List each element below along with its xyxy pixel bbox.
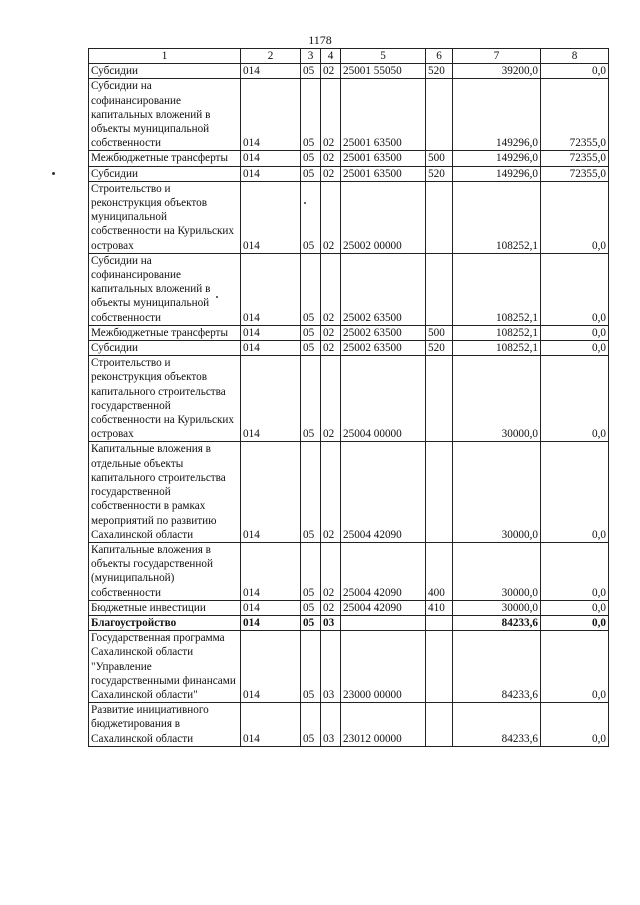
cell-c3: 05	[301, 79, 321, 151]
table-row	[89, 600, 609, 615]
table-row	[89, 79, 609, 151]
cell-c8: 0,0	[541, 631, 609, 703]
header-cell: 2	[241, 49, 301, 64]
cell-c7: 108252,1	[453, 341, 541, 356]
cell-c8: 0,0	[541, 356, 609, 442]
cell-c6: 500	[426, 151, 453, 166]
cell-c6: 520	[426, 341, 453, 356]
row-name-cell: Субсидии	[89, 341, 241, 356]
cell-c7: 149296,0	[453, 166, 541, 181]
table-row	[89, 615, 609, 630]
page-number: 1178	[308, 33, 332, 47]
cell-c4: 02	[321, 542, 341, 600]
cell-c8: 0,0	[541, 703, 609, 747]
cell-c3: 05	[301, 615, 321, 630]
header-cell: 5	[341, 49, 426, 64]
cell-c2: 014	[241, 600, 301, 615]
cell-c3: 05	[301, 542, 321, 600]
cell-c4: 02	[321, 341, 341, 356]
cell-c6	[426, 703, 453, 747]
cell-c8: 0,0	[541, 600, 609, 615]
cell-c2: 014	[241, 166, 301, 181]
cell-c6	[426, 253, 453, 325]
cell-c7: 149296,0	[453, 151, 541, 166]
cell-c8: 72355,0	[541, 166, 609, 181]
cell-c4: 02	[321, 151, 341, 166]
cell-c5: 25002 63500	[341, 341, 426, 356]
row-name-cell: Субсидии на софинансирование капитальных вложений в объекты муниципальной собственности	[89, 79, 241, 151]
scan-speck	[52, 172, 55, 175]
cell-c4: 02	[321, 166, 341, 181]
cell-c2: 014	[241, 181, 301, 253]
header-cell: 6	[426, 49, 453, 64]
row-name-cell: Строительство и реконструкция объектов муниципальной собственности на Курильских островах	[89, 181, 241, 253]
scan-speck	[216, 296, 218, 298]
row-name-cell: Развитие инициативного бюджетирования в Сахалинской области	[89, 703, 241, 747]
cell-c5: 25001 55050	[341, 64, 426, 79]
cell-c7: 108252,1	[453, 325, 541, 340]
cell-c3: 05	[301, 151, 321, 166]
table-row	[89, 703, 609, 747]
cell-c2: 014	[241, 703, 301, 747]
row-name-cell: Межбюджетные трансферты	[89, 151, 241, 166]
cell-c5: 25002 63500	[341, 325, 426, 340]
cell-c8: 72355,0	[541, 79, 609, 151]
cell-c5: 25002 00000	[341, 181, 426, 253]
cell-c7: 108252,1	[453, 253, 541, 325]
cell-c8: 0,0	[541, 542, 609, 600]
cell-c8: 0,0	[541, 64, 609, 79]
cell-c2: 014	[241, 356, 301, 442]
cell-c4: 02	[321, 64, 341, 79]
cell-c4: 02	[321, 600, 341, 615]
cell-c6	[426, 442, 453, 542]
cell-c3: 05	[301, 442, 321, 542]
cell-c3: 05	[301, 64, 321, 79]
cell-c2: 014	[241, 542, 301, 600]
cell-c3: 05	[301, 600, 321, 615]
cell-c6	[426, 631, 453, 703]
scan-speck	[304, 202, 306, 204]
cell-c2: 014	[241, 442, 301, 542]
cell-c3: 05	[301, 166, 321, 181]
cell-c3: 05	[301, 341, 321, 356]
cell-c5: 25001 63500	[341, 79, 426, 151]
cell-c6: 410	[426, 600, 453, 615]
cell-c6: 520	[426, 166, 453, 181]
cell-c3: 05	[301, 253, 321, 325]
cell-c5: 25004 42090	[341, 442, 426, 542]
cell-c7: 30000,0	[453, 356, 541, 442]
cell-c7: 108252,1	[453, 181, 541, 253]
cell-c5: 25002 63500	[341, 253, 426, 325]
cell-c5: 25004 00000	[341, 356, 426, 442]
cell-c7: 30000,0	[453, 442, 541, 542]
cell-c3: 05	[301, 325, 321, 340]
cell-c8: 72355,0	[541, 151, 609, 166]
cell-c5: 25004 42090	[341, 542, 426, 600]
cell-c8: 0,0	[541, 253, 609, 325]
cell-c2: 014	[241, 79, 301, 151]
cell-c6: 400	[426, 542, 453, 600]
row-name-cell: Государственная программа Сахалинской области "Управление государственными финансами Сахалинской области"	[89, 631, 241, 703]
table-row	[89, 64, 609, 79]
cell-c7: 84233,6	[453, 615, 541, 630]
header-cell: 7	[453, 49, 541, 64]
cell-c7: 30000,0	[453, 542, 541, 600]
row-name-cell: Строительство и реконструкция объектов капитального строительства государственной собственности на Курильских островах	[89, 356, 241, 442]
cell-c3: 05	[301, 703, 321, 747]
table-row	[89, 542, 609, 600]
row-name-cell: Капитальные вложения в отдельные объекты капитального строительства государственной собственности в рамках мероприятий по развитию Сахалинской области	[89, 442, 241, 542]
cell-c5: 23012 00000	[341, 703, 426, 747]
cell-c3: 05	[301, 181, 321, 253]
cell-c4: 03	[321, 703, 341, 747]
table-row	[89, 325, 609, 340]
cell-c7: 84233,6	[453, 703, 541, 747]
cell-c3: 05	[301, 356, 321, 442]
cell-c4: 02	[321, 325, 341, 340]
cell-c2: 014	[241, 151, 301, 166]
cell-c6: 520	[426, 64, 453, 79]
row-name-cell: Благоустройство	[89, 615, 241, 630]
cell-c6: 500	[426, 325, 453, 340]
cell-c6	[426, 615, 453, 630]
cell-c8: 0,0	[541, 341, 609, 356]
cell-c4: 02	[321, 79, 341, 151]
cell-c2: 014	[241, 64, 301, 79]
row-name-cell: Субсидии на софинансирование капитальных вложений в объекты муниципальной собственности	[89, 253, 241, 325]
cell-c4: 02	[321, 181, 341, 253]
table-row	[89, 253, 609, 325]
cell-c5: 25004 42090	[341, 600, 426, 615]
table-row	[89, 442, 609, 542]
table-row	[89, 151, 609, 166]
cell-c5: 25001 63500	[341, 166, 426, 181]
cell-c5: 25001 63500	[341, 151, 426, 166]
row-name-cell: Капитальные вложения в объекты государственной (муниципальной) собственности	[89, 542, 241, 600]
budget-table	[88, 48, 609, 747]
table-row	[89, 631, 609, 703]
row-name-cell: Субсидии	[89, 166, 241, 181]
cell-c8: 0,0	[541, 181, 609, 253]
header-cell: 8	[541, 49, 609, 64]
cell-c5: 23000 00000	[341, 631, 426, 703]
cell-c4: 03	[321, 631, 341, 703]
header-cell: 4	[321, 49, 341, 64]
cell-c2: 014	[241, 631, 301, 703]
cell-c7: 149296,0	[453, 79, 541, 151]
cell-c3: 05	[301, 631, 321, 703]
cell-c4: 02	[321, 356, 341, 442]
cell-c8: 0,0	[541, 442, 609, 542]
cell-c8: 0,0	[541, 615, 609, 630]
cell-c4: 03	[321, 615, 341, 630]
table-row	[89, 181, 609, 253]
cell-c7: 30000,0	[453, 600, 541, 615]
cell-c6	[426, 79, 453, 151]
row-name-cell: Субсидии	[89, 64, 241, 79]
header-row	[89, 49, 609, 64]
cell-c8: 0,0	[541, 325, 609, 340]
cell-c2: 014	[241, 253, 301, 325]
cell-c2: 014	[241, 615, 301, 630]
cell-c4: 02	[321, 253, 341, 325]
row-name-cell: Межбюджетные трансферты	[89, 325, 241, 340]
cell-c7: 39200,0	[453, 64, 541, 79]
table-row	[89, 166, 609, 181]
cell-c4: 02	[321, 442, 341, 542]
row-name-cell: Бюджетные инвестиции	[89, 600, 241, 615]
header-cell: 1	[89, 49, 241, 64]
cell-c5	[341, 615, 426, 630]
table-row	[89, 341, 609, 356]
cell-c6	[426, 356, 453, 442]
header-cell: 3	[301, 49, 321, 64]
cell-c6	[426, 181, 453, 253]
table-row	[89, 356, 609, 442]
cell-c7: 84233,6	[453, 631, 541, 703]
cell-c2: 014	[241, 325, 301, 340]
cell-c2: 014	[241, 341, 301, 356]
